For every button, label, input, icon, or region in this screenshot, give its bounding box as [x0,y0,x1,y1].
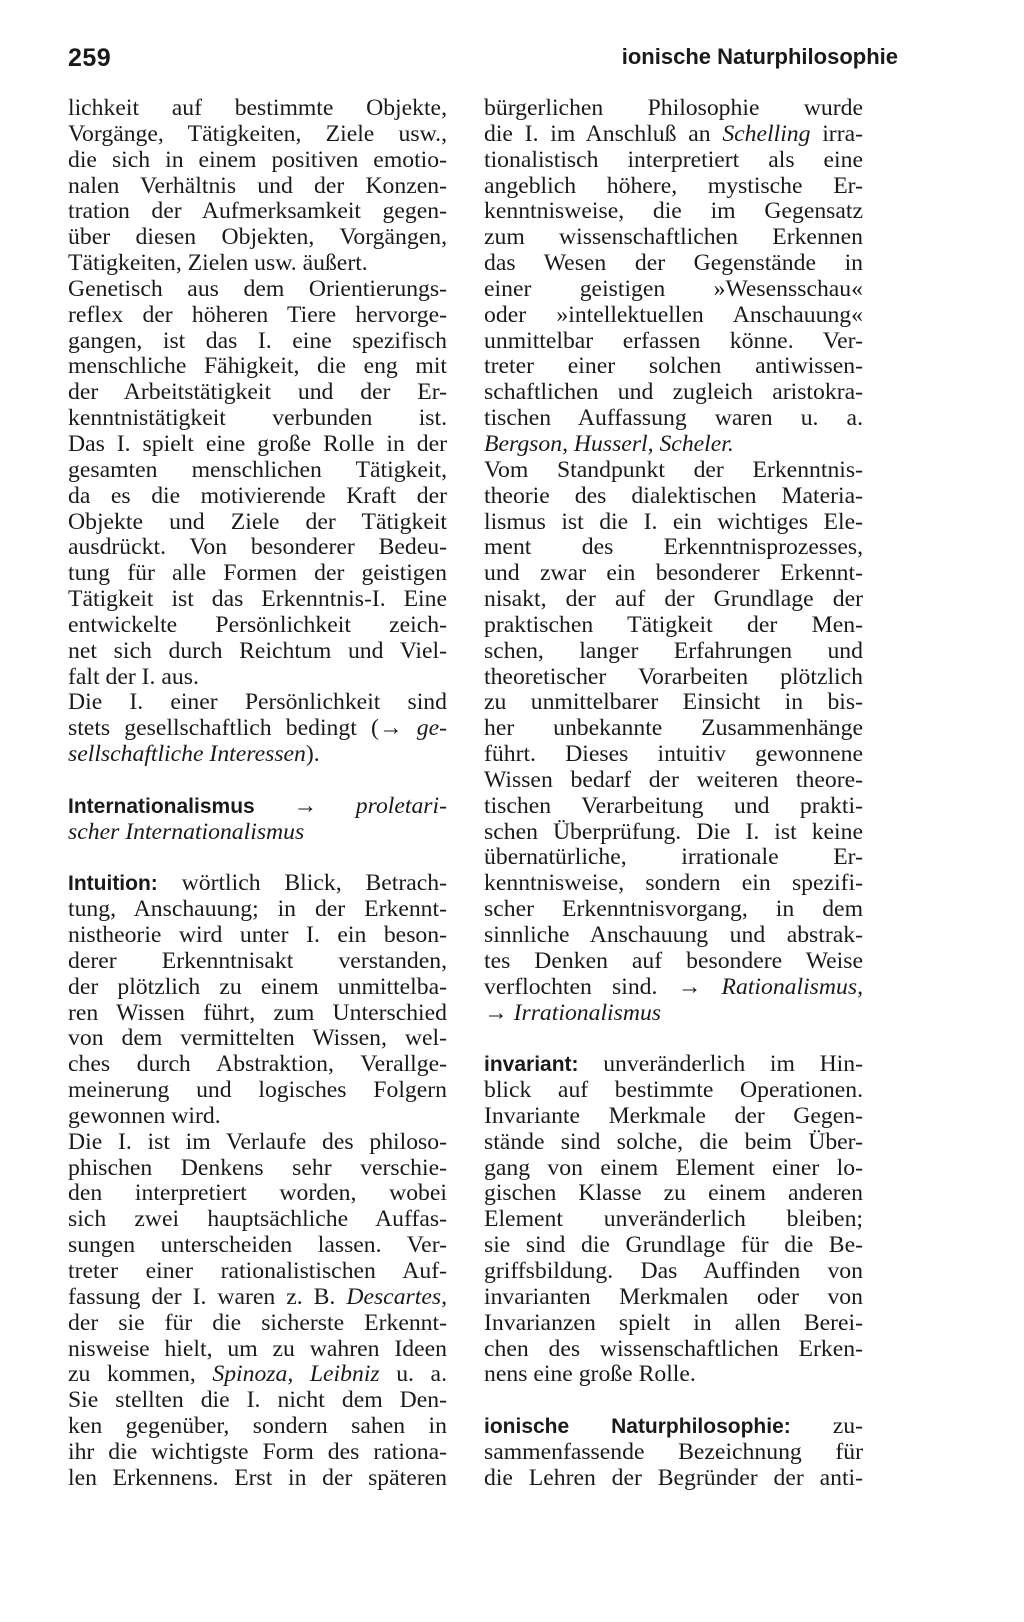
text-line: Tätigkeit ist das Erkenntnis-I. Eine [68,586,447,613]
text-line: das Wesen der Gegenstände in [484,250,863,277]
text-span: verflochten sind. → [484,973,722,1000]
text-line: Die I. einer Persönlichkeit sind [68,689,447,716]
text-line: Sie stellten die I. nicht dem Den- [68,1387,447,1414]
text-line: führt. Dieses intuitiv gewonnene [484,741,863,768]
text-line: und zwar ein besonderer Erkennt- [484,560,863,587]
text-line: tischen Verarbeitung und prakti- [484,792,863,819]
text-line: übernatürliche, irrationale Er- [484,844,863,871]
text-span: fassung der I. waren z. B. [68,1283,347,1310]
text-line: nistheorie wird unter I. ein beson- [68,922,447,948]
text-line: die Lehren der Begründer der anti- [484,1464,863,1491]
page-number: 259 [68,44,112,72]
text-line: stände sind solche, die beim Über- [484,1128,863,1155]
text-span: ). [305,741,320,768]
text-line: zum wissenschaftlichen Erkennen [484,224,863,251]
text-line: der plötzlich zu einem unmittelba- [68,973,447,1000]
text-line: sich zwei hauptsächliche Auffas- [68,1206,447,1233]
italic-reference: scher Internationalismus [68,818,305,845]
text-line: sungen unterscheiden lassen. Ver- [68,1232,447,1259]
text-line: unmittelbar erfassen könne. Ver- [484,327,863,354]
text-line: tration der Aufmerksamkeit gegen- [68,198,447,225]
text-line: len Erkennens. Erst in der späteren [68,1464,447,1491]
text-line [68,1285,447,1311]
text-line [484,1414,863,1440]
text-line: ren Wissen führt, zum Unterschied [68,999,447,1026]
text-line: über diesen Objekten, Vorgängen, [68,224,447,251]
entry-keyword: Internationalismus [68,794,255,818]
text-line: nalen Verhältnis und der Konzen- [68,172,447,199]
italic-reference: Bergson, Husserl, Scheler. [484,430,734,457]
text-line [68,742,447,768]
text-span: zu- [790,1413,864,1440]
text-line: nisakt, der auf der Grundlage der [484,586,863,613]
text-line: von dem vermittelten Wissen, wel- [68,1025,447,1052]
text-span: u. a. [379,1361,447,1388]
text-line: nens eine große Rolle. [484,1361,696,1388]
italic-reference: Rationalismus, [721,973,863,1000]
text-line: entwickelte Persönlichkeit zeich- [68,611,447,638]
text-line: gang von einem Element einer lo- [484,1154,863,1181]
text-line: Objekte und Ziele der Tätigkeit [68,508,447,535]
text-span: → [484,999,514,1026]
text-line: kenntnistätigkeit verbunden ist. [68,405,447,432]
text-span: zu kommen, [68,1361,213,1388]
text-line: menschliche Fähigkeit, die eng mit [68,353,447,380]
text-line: Invariante Merkmale der Gegen- [484,1102,863,1129]
italic-reference: Spinoza, Leibniz [212,1361,380,1388]
text-line: tionalistisch interpretiert als eine [484,146,863,173]
text-span: irra- [810,120,863,147]
italic-reference: sellschaftliche Interessen [68,741,306,768]
text-line [484,432,863,458]
text-line: der Arbeitstätigkeit und der Er- [68,379,447,406]
text-line: die sich in einem positiven emotio- [68,146,447,173]
text-line: Element unveränderlich bleiben; [484,1206,863,1233]
italic-reference: Descartes, [346,1283,447,1310]
text-line: phischen Denkens sehr verschie- [68,1154,447,1181]
text-line: invarianten Merkmalen oder von [484,1283,863,1310]
text-line: schaftlichen und zugleich aristokra- [484,379,863,406]
text-line: scher Erkenntnisvorgang, in dem [484,896,863,923]
text-line: treter einer rationalistischen Auf- [68,1257,447,1284]
italic-reference: ge- [416,715,447,742]
text-line: Invarianzen spielt in allen Berei- [484,1309,863,1336]
text-span: die I. im Anschluß an [484,120,723,147]
italic-reference: proletari- [355,792,447,819]
text-line: den interpretiert worden, wobei [68,1180,447,1207]
text-line: der sie für die sicherste Erkennt- [68,1309,447,1336]
text-line: nisweise hielt, um zu wahren Ideen [68,1335,447,1362]
text-line: gewonnen wird. [68,1102,221,1129]
text-line: kenntnisweise, sondern ein spezifi- [484,870,863,897]
text-span: stets gesellschaftlich bedingt (→ [68,715,417,742]
italic-reference: Irrationalismus [513,999,662,1026]
text-line: einer geistigen »Wesensschau« [484,275,863,302]
text-line [484,1001,863,1027]
text-span: unveränderlich im Hin- [578,1051,863,1078]
paragraph-gap [68,845,447,871]
text-line: kenntnisweise, die im Gegensatz [484,198,863,225]
text-line: net sich durch Reichtum und Viel- [68,637,447,664]
text-line: ken gegenüber, sondern sahen in [68,1413,447,1440]
text-line: zu unmittelbarer Einsicht in bis- [484,689,863,716]
text-line: Genetisch aus dem Orientierungs- [68,275,447,302]
text-line [68,1362,447,1388]
text-line: ment des Erkenntnisprozesses, [484,534,863,561]
left-column [68,96,447,1492]
text-line: Wissen bedarf der weiteren theore- [484,766,863,793]
text-line: ausdrückt. Von besonderer Bedeu- [68,534,447,561]
text-line [68,820,447,846]
right-column [484,96,863,1492]
text-line: lichkeit auf bestimmte Objekte, [68,95,447,121]
text-line: Das I. spielt eine große Rolle in der [68,430,447,457]
text-line: falt der I. aus. [68,663,199,690]
text-line: angeblich höhere, mystische Er- [484,172,863,199]
text-line: oder »intellektuellen Anschauung« [484,301,863,328]
text-line: tung für alle Formen der geistigen [68,560,447,587]
text-line: tes Denken auf besondere Weise [484,947,863,974]
text-line: Vom Standpunkt der Erkenntnis- [484,456,863,483]
text-line: ches durch Abstraktion, Verallge- [68,1051,447,1078]
text-line: ihr die wichtigste Form des rationa- [68,1438,447,1465]
text-line: theorie des dialektischen Materia- [484,482,863,509]
text-line: blick auf bestimmte Operationen. [484,1077,863,1104]
entry-keyword: ionische Naturphilosophie: [484,1415,791,1439]
paragraph-gap [484,1388,863,1414]
text-line: lismus ist die I. ein wichtiges Ele- [484,508,863,535]
text-line: reflex der höheren Tiere hervorge- [68,301,447,328]
text-line: Tätigkeiten, Zielen usw. äußert. [68,250,368,277]
text-line: sie sind die Grundlage für die Be- [484,1232,863,1259]
text-line: da es die motivierende Kraft der [68,482,447,509]
paragraph-gap [484,1026,863,1052]
text-line: her unbekannte Zusammenhänge [484,715,863,742]
text-line: sammenfassende Bezeichnung für [484,1438,863,1465]
text-line: sinnliche Anschauung und abstrak- [484,922,863,948]
text-line: schen Überprüfung. Die I. ist keine [484,818,863,845]
text-line: Die I. ist im Verlaufe des philoso- [68,1128,447,1155]
text-line: gangen, ist das I. eine spezifisch [68,327,447,354]
text-line [68,716,447,742]
entry-keyword: Intuition: [68,872,158,896]
text-span: → [254,792,356,819]
text-line [484,122,863,148]
running-head: ionische Naturphilosophie [621,44,898,69]
text-line: theoretischer Vorarbeiten plötzlich [484,663,863,690]
text-line: Vorgänge, Tätigkeiten, Ziele usw., [68,120,447,147]
entry-keyword: invariant: [484,1053,579,1077]
text-line: chen des wissenschaftlichen Erken- [484,1335,863,1362]
text-span: wörtlich Blick, Betrach- [157,870,447,897]
text-line: tischen Auffassung waren u. a. [484,405,863,432]
text-line: praktischen Tätigkeit der Men- [484,611,863,638]
text-line: gesamten menschlichen Tätigkeit, [68,456,447,483]
text-line: gischen Klasse zu einem anderen [484,1180,863,1207]
text-line [68,794,447,820]
text-line: bürgerlichen Philosophie wurde [484,95,863,121]
text-line [484,1052,863,1078]
text-line: griffsbildung. Das Auffinden von [484,1257,863,1284]
text-line: tung, Anschauung; in der Erkennt- [68,896,447,923]
paragraph-gap [68,768,447,794]
italic-reference: Schelling [722,120,811,147]
text-line [484,975,863,1001]
text-line: schen, langer Erfahrungen und [484,637,863,664]
text-line: derer Erkenntnisakt verstanden, [68,947,447,974]
text-line: treter einer solchen antiwissen- [484,353,863,380]
text-line: meinerung und logisches Folgern [68,1077,447,1104]
text-line [68,871,447,897]
